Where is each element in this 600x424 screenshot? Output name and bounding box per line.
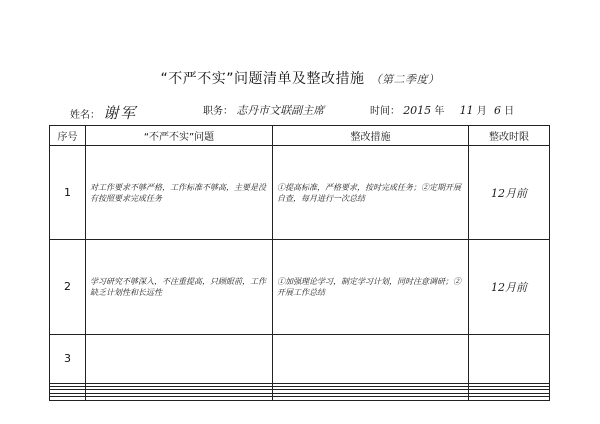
name-value: 谢军 bbox=[103, 104, 138, 122]
time-label: 时间： bbox=[370, 106, 400, 117]
time-year-unit: 年 bbox=[434, 106, 445, 117]
row-index: 3 bbox=[50, 334, 86, 383]
table-header-row bbox=[50, 126, 550, 146]
row-deadline: 12月前 bbox=[469, 240, 550, 334]
time-month-unit: 月 bbox=[476, 106, 487, 117]
title-note: （第二季度） bbox=[370, 73, 440, 86]
table-row bbox=[50, 240, 550, 334]
row-index bbox=[50, 397, 86, 401]
name-label: 姓名： bbox=[70, 110, 100, 121]
document-title bbox=[0, 68, 600, 88]
row-deadline bbox=[469, 334, 550, 383]
name-field bbox=[70, 102, 137, 123]
table-row bbox=[50, 146, 550, 240]
row-index: 2 bbox=[50, 240, 86, 334]
row-measure bbox=[273, 334, 469, 383]
title-text: “不严不实”问题清单及整改措施 bbox=[160, 71, 365, 87]
col-header-deadline: 整改时限 bbox=[469, 126, 550, 146]
job-label: 职务： bbox=[203, 106, 233, 117]
row-index: 1 bbox=[50, 146, 86, 240]
row-deadline bbox=[469, 397, 550, 401]
row-problem bbox=[86, 397, 273, 401]
table-row bbox=[50, 397, 550, 401]
row-measure: ①提高标准，严格要求，按时完成任务；②定期开展自查，每月进行一次总结 bbox=[277, 182, 461, 203]
col-header-problem: “不严不实”问题 bbox=[86, 126, 273, 146]
job-value: 志丹市文联副主席 bbox=[236, 104, 325, 117]
row-measure: ①加强理论学习，制定学习计划，同时注意调研；②开展工作总结 bbox=[277, 276, 461, 297]
row-deadline: 12月前 bbox=[469, 146, 550, 240]
col-header-index: 序号 bbox=[50, 126, 86, 146]
table-row bbox=[50, 334, 550, 383]
col-header-measure: 整改措施 bbox=[273, 126, 469, 146]
row-problem bbox=[86, 334, 273, 383]
time-field bbox=[370, 102, 514, 117]
issue-table bbox=[49, 125, 550, 401]
time-year: 2015 bbox=[403, 104, 432, 117]
time-month: 11 bbox=[459, 104, 474, 117]
job-field bbox=[203, 102, 324, 118]
time-day: 6 bbox=[493, 104, 501, 117]
time-day-unit: 日 bbox=[504, 106, 515, 117]
row-problem: 学习研究不够深入，不注重提高，只顾眼前，工作缺乏计划性和长远性 bbox=[90, 276, 266, 297]
row-measure bbox=[273, 397, 469, 401]
row-problem: 对工作要求不够严格，工作标准不够高，主要是没有按照要求完成任务 bbox=[90, 182, 266, 203]
